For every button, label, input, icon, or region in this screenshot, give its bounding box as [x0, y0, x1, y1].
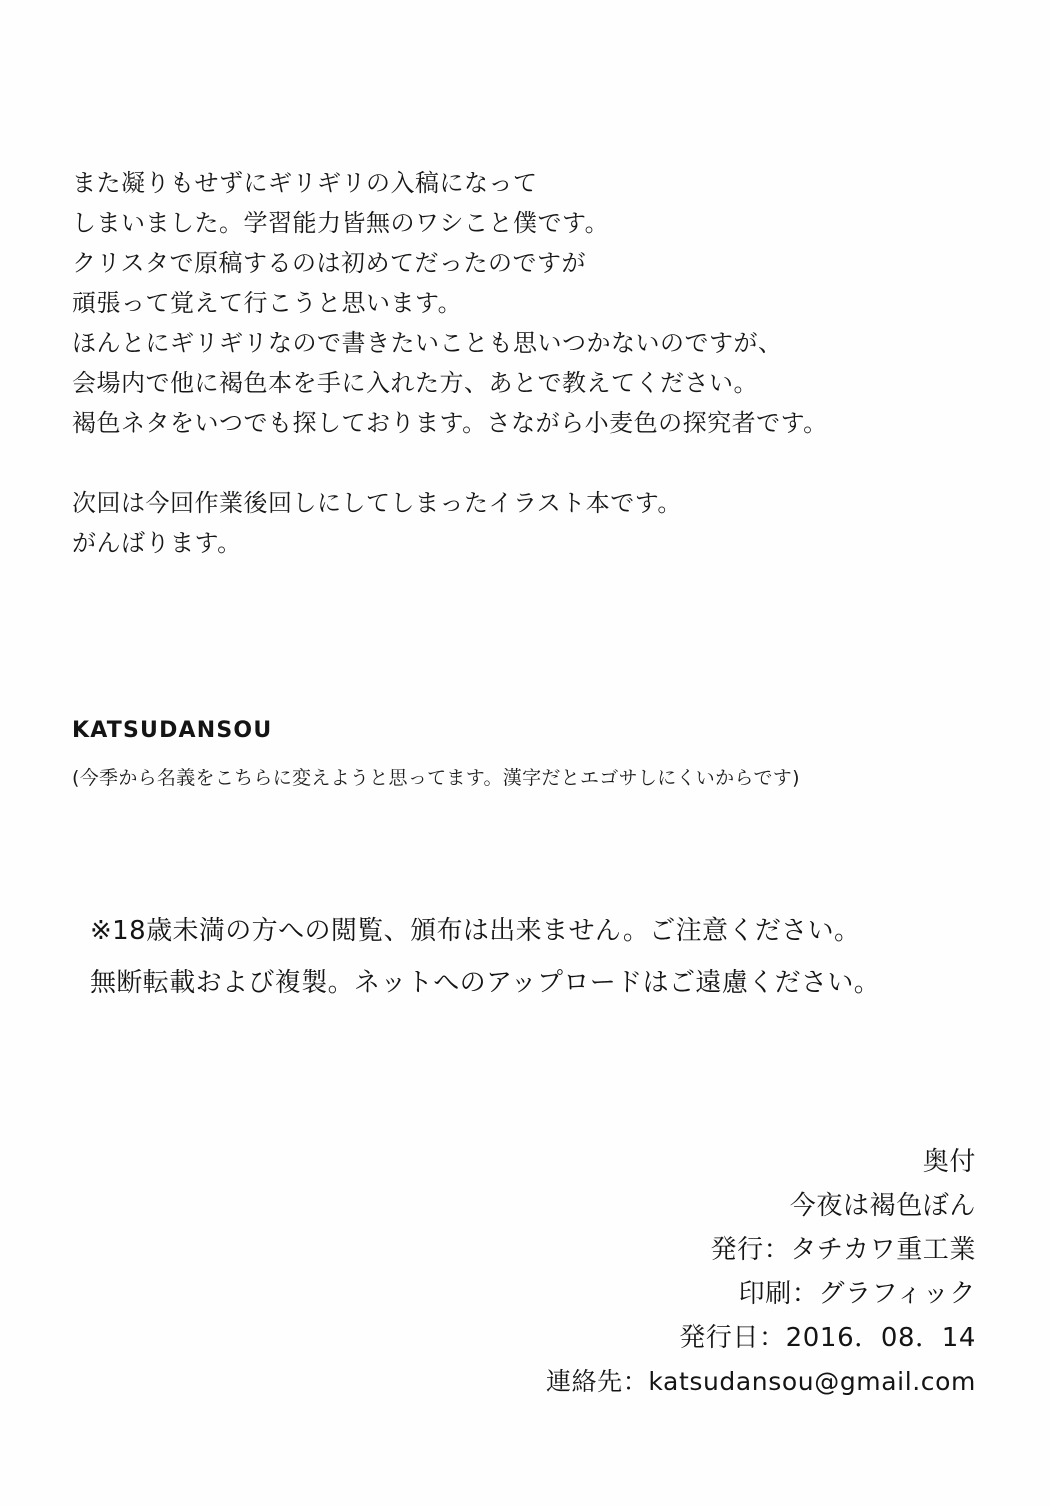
- afterword-line-7: 褐色ネタをいつでも探しております。さながら小麦色の探究者です。: [72, 409, 828, 437]
- afterword-line-1: また凝りもせずにギリギリの入稿になって: [72, 169, 538, 197]
- colophon-printer: 印刷：グラフィック: [738, 1279, 976, 1309]
- afterword-line-4: 頑張って覚えて行こうと思います。: [72, 289, 463, 317]
- afterword-next-line-1: 次回は今回作業後回しにしてしまったイラスト本です。: [72, 489, 682, 517]
- colophon-contact: 連絡先：katsudansou@gmail.com: [545, 1367, 976, 1396]
- circle-name: KATSUDANSOU: [72, 718, 273, 743]
- colophon-section: [546, 1140, 976, 1404]
- colophon-date: 発行日：2016．08．14: [679, 1323, 976, 1353]
- afterword-line-3: クリスタで原稿するのは初めてだったのですが: [72, 249, 587, 277]
- age-restriction-notice: ※18歳未満の方への閲覧、頒布は出来ません。ご注意ください。: [90, 916, 861, 946]
- circle-name-note: (今季から名義をこちらに変えようと思ってます。漢字だとエゴサしにくいからです): [72, 767, 800, 789]
- afterword-line-6: 会場内で他に褐色本を手に入れた方、あとで教えてください。: [72, 369, 758, 397]
- reproduction-notice: 無断転載および複製。ネットへのアップロードはご遠慮ください。: [90, 968, 881, 998]
- colophon-publisher: 発行：タチカワ重工業: [710, 1235, 976, 1265]
- warning-section: [90, 905, 970, 1009]
- afterword-line-2: しまいました。学習能力皆無のワシこと僕です。: [72, 209, 610, 237]
- colophon-title: 今夜は褐色ぼん: [789, 1191, 976, 1221]
- colophon-heading: 奥付: [922, 1147, 976, 1177]
- signature-section: [72, 718, 800, 790]
- afterword-next-line-2: がんばります。: [72, 529, 242, 557]
- paragraph-spacer: [72, 443, 952, 483]
- afterword-line-5: ほんとにギリギリなので書きたいことも思いつかないのですが、: [72, 329, 783, 357]
- afterword-section: [72, 163, 952, 563]
